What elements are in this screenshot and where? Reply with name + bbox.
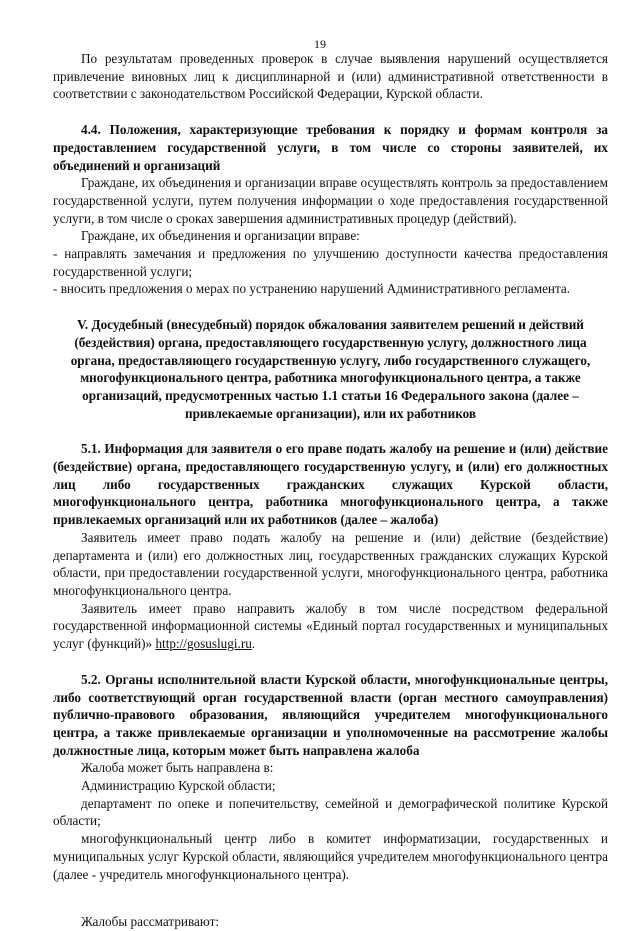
section-heading-5-2: 5.2. Органы исполнительной власти Курской области, многофункциональные центры, либо соответствующий орган государственной власти (орган местного самоуправления) публично-правового образования, являющийся учредителем многофункционального центра, а также привлекаемые организации и уполномоченные на рассмотрение жалобы должностные лица, которым может быть направлена жалоба [53,671,608,758]
paragraph-administration: Администрацию Курской области; [81,778,276,794]
section-heading-5-1: 5.1. Информация для заявителя о его праве подать жалобу на решение и (или) действие (бездействие) органа, предоставляющего государственную услугу, и (или) его должностных лиц либо государственных гражданских служащих Курской области, многофункционального центра, работника многофункционального центра, а также привлекаемых организаций или их работников (далее – жалоба) [53,441,608,528]
list-item-proposals: - вносить предложения о мерах по устранению нарушений Административного регламента. [53,281,571,297]
paragraph-portal [53,600,608,653]
paragraph-department: департамент по опеке и попечительству, семейной и демографической политике Курской области; [53,795,608,829]
chapter-heading-v: V. Досудебный (внесудебный) порядок обжалования заявителем решений и действий (бездействия) органа, предоставляющего государственную услугу, должностного лица органа, предоставляющего государственную услугу, либо государственного служащего, многофункционального центра, работника многофункционального центра, а также организаций, предусмотренных частью 1.1 статьи 16 Федерального закона (далее – привлекаемые организации), или их работников [70,317,591,421]
paragraph-complaint-to: Жалоба может быть направлена в: [81,760,274,776]
section-heading-4-4: 4.4. Положения, характеризующие требования к порядку и формам контроля за предоставлением государственной услуги, в том числе со стороны заявителей, их объединений и организаций [53,122,608,173]
portal-text-end: . [251,636,256,652]
gosuslugi-link[interactable]: http://gosuslugi.ru [155,636,252,652]
document-body [53,50,608,931]
page-number: 19 [314,37,326,51]
paragraph-control-right: Граждане, их объединения и организации вправе осуществлять контроль за предоставлением государственной услуги, путем получения информации о ходе предоставления государственной услуги, в том числе о сроках завершения административных процедур (действий). [53,175,608,226]
paragraph-reviewers: Жалобы рассматривают: [81,914,220,930]
paragraph-rights-intro: Граждане, их объединения и организации вправе: [81,228,360,244]
paragraph-mfc: многофункциональный центр либо в комитет информатизации, государственных и муниципальных услуг Курской области, являющийся учредителем многофункционального центра (далее - учредитель многофункционального центра). [53,831,608,882]
paragraph-violations: По результатам проведенных проверок в случае выявления нарушений осуществляется привлечение виновных лиц к дисциплинарной и (или) административной ответственности в соответствии с законодательством Российской Федерации, Курской области. [53,51,608,102]
paragraph-complaint-right: Заявитель имеет право подать жалобу на решение и (или) действие (бездействие) департамента и (или) его должностных лиц, государственных гражданских служащих Курской области, при предоставлении государственной услуги, многофункционального центра, работника многофункционального центра. [53,529,608,598]
list-item-remarks: - направлять замечания и предложения по улучшению доступности качества предоставления государственной услуги; [53,246,608,279]
portal-text: Заявитель имеет право направить жалобу в том числе посредством федеральной государственной информационной системы «Единый портал государственных и муниципальных услуг (функций)» [53,600,608,652]
